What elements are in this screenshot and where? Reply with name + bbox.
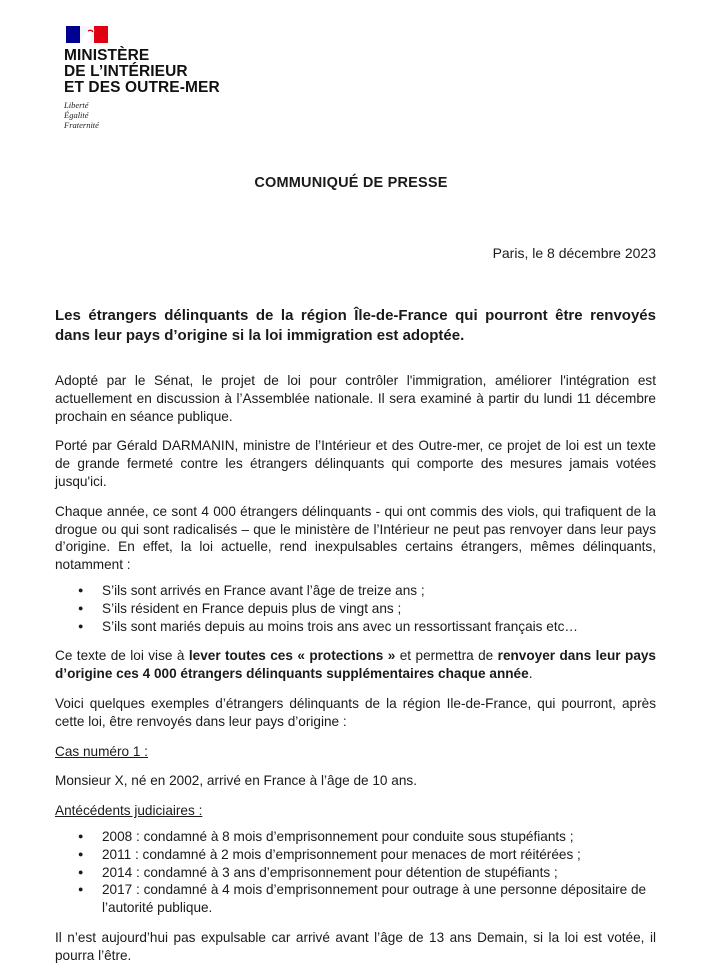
marianne-profile-icon	[79, 26, 97, 43]
paragraph-senate: Adopté par le Sénat, le projet de loi pour contrôler l'immigration, améliorer l'intégration est actuellement en discussion à l’Assemblée nationale. Il sera examiné à partir du lundi 11 décembre prochain en séance publique.	[55, 373, 656, 424]
republic-motto: Liberté Égalité Fraternité	[64, 100, 99, 130]
list-item: ● S’ils résident en France depuis plus de vingt ans ;	[102, 600, 656, 618]
document-title: COMMUNIQUÉ DE PRESSE	[254, 175, 448, 191]
document-body	[55, 306, 656, 977]
paragraph-goal: Ce texte de loi vise à lever toutes ces « protections » et permettra de renvoyer dans leur pays d’origine ces 4 000 étrangers délinquants supplémentaires chaque année.	[55, 648, 656, 682]
case-heading: Cas numéro 1 :	[55, 743, 148, 759]
record-heading: Antécédents judiciaires :	[55, 803, 203, 819]
marianne-flag-icon	[66, 26, 108, 43]
list-item: ● 2017 : condamné à 4 mois d’emprisonnement pour outrage à une personne dépositaire de l’autorité publique.	[102, 881, 656, 917]
document-date: Paris, le 8 décembre 2023	[492, 245, 656, 261]
list-item: ● S’ils sont mariés depuis au moins trois ans avec un ressortissant français etc…	[102, 618, 656, 636]
paragraph-examples-intro: Voici quelques exemples d’étrangers délinquants de la région Ile-de-France, qui pourront, après cette loi, être renvoyés dans leur pays d’origine :	[55, 695, 656, 729]
ministry-logo	[64, 26, 239, 130]
record-list	[55, 828, 656, 917]
paragraph-minister: Porté par Gérald DARMANIN, ministre de l’Intérieur et des Outre-mer, ce projet de loi est un texte de grande fermeté contre les étrangers délinquants qui comporte des mesures jamais votées jusqu'ici.	[55, 438, 656, 489]
lead-headline: Les étrangers délinquants de la région Île-de-France qui pourront être renvoyés dans leur pays d’origine si la loi immigration est adoptée.	[55, 307, 656, 344]
paragraph-annual-figure: Chaque année, ce sont 4 000 étrangers délinquants - qui ont commis des viols, qui trafiquent de la drogue ou qui sont radicalisés – que le ministère de l’Intérieur ne peut pas renvoyer dans leur pays d’origine. En effet, la loi actuelle, rend inexpulsables certains étrangers, mêmes délinquants, notamment :	[55, 503, 656, 573]
case-conclusion: Il n’est aujourd’hui pas expulsable car arrivé avant l’âge de 13 ans Demain, si la loi est votée, il pourra l’être.	[55, 929, 656, 963]
case-person: Monsieur X, né en 2002, arrivé en France à l’âge de 10 ans.	[55, 773, 417, 789]
list-item: ● 2008 : condamné à 8 mois d’emprisonnement pour conduite sous stupéfiants ;	[102, 828, 656, 846]
ministry-name: MINISTÈRE DE L’INTÉRIEUR ET DES OUTRE-MER	[64, 47, 220, 96]
list-item: ● 2011 : condamné à 2 mois d’emprisonnement pour menaces de mort réitérées ;	[102, 846, 656, 864]
protections-list	[55, 582, 656, 635]
list-item: ● 2014 : condamné à 3 ans d’emprisonnement pour détention de stupéfiants ;	[102, 864, 656, 882]
list-item: ● S’ils sont arrivés en France avant l’âge de treize ans ;	[102, 582, 656, 600]
